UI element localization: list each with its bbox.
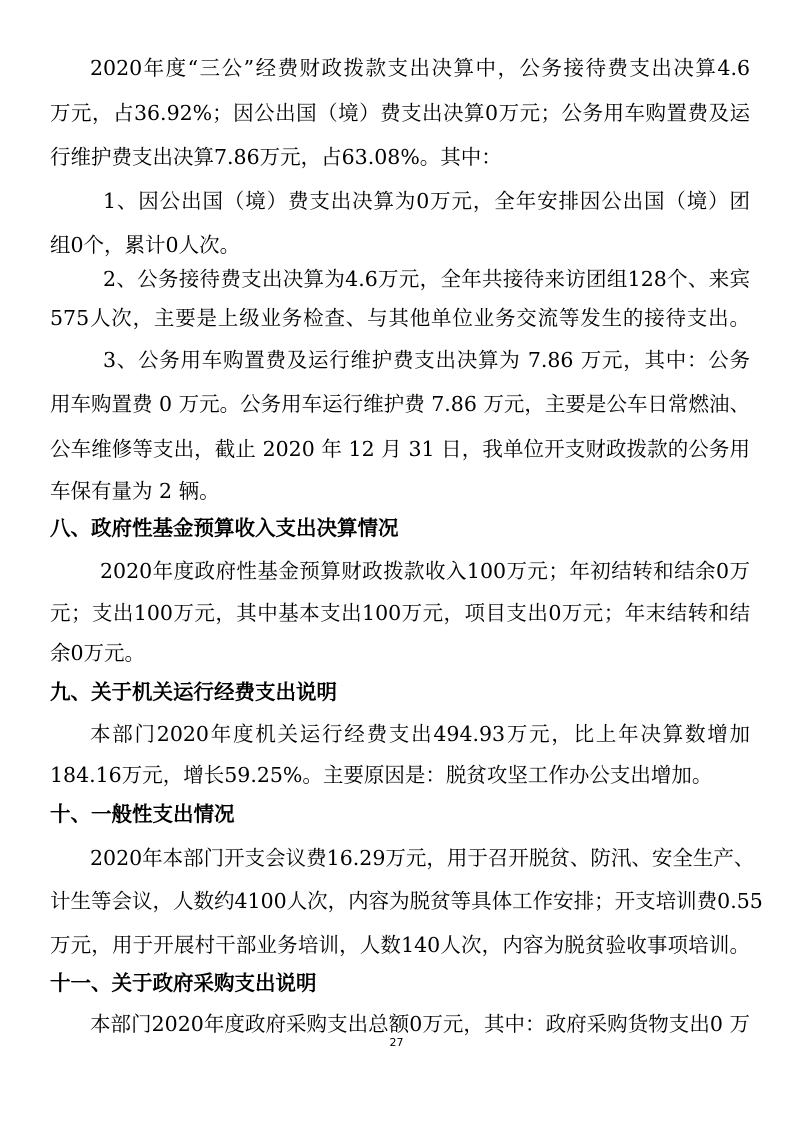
paragraph-line: 本部门2020年度机关运行经费支出494.93万元，比上年决算数增加 xyxy=(90,722,750,746)
paragraph-line: 组0个，累计0人次。 xyxy=(50,233,241,257)
section-heading: 十一、关于政府采购支出说明 xyxy=(50,971,317,995)
section-heading: 十、一般性支出情况 xyxy=(50,802,235,826)
paragraph-line: 计生等会议，人数约4100人次，内容为脱贫等具体工作安排；开支培训费0.55 xyxy=(50,889,763,913)
paragraph-line: 本部门2020年度政府采购支出总额0万元，其中：政府采购货物支出0 万 xyxy=(90,1012,750,1036)
paragraph-line: 万元，占36.92%；因公出国（境）费支出决算0万元；公务用车购置费及运 xyxy=(50,101,750,125)
page-number: 27 xyxy=(389,1036,404,1049)
paragraph-line: 575人次，主要是上级业务检查、与其他单位业务交流等发生的接待支出。 xyxy=(50,306,750,330)
paragraph-line: 余0万元。 xyxy=(50,641,146,665)
paragraph-line: 用车购置费 0 万元。公务用车运行维护费 7.86 万元，主要是公车日常燃油、 xyxy=(50,392,750,416)
section-heading: 九、关于机关运行经费支出说明 xyxy=(50,680,337,704)
paragraph-line: 2020年度“三公”经费财政拨款支出决算中，公务接待费支出决算4.6 xyxy=(90,56,750,80)
paragraph-line: 1、因公出国（境）费支出决算为0万元，全年安排因公出国（境）团 xyxy=(103,189,750,213)
paragraph-line: 2020年本部门开支会议费16.29万元，用于召开脱贫、防汛、安全生产、 xyxy=(90,846,755,870)
paragraph-line: 2020年度政府性基金预算财政拨款收入100万元；年初结转和结余0万 xyxy=(100,559,750,583)
paragraph-line: 行维护费支出决算7.86万元，占63.08%。其中： xyxy=(50,145,502,169)
paragraph-line: 3、公务用车购置费及运行维护费支出决算为 7.86 万元，其中：公务 xyxy=(103,348,750,372)
paragraph-line: 公车维修等支出，截止 2020 年 12 月 31 日，我单位开支财政拨款的公务用 xyxy=(50,437,750,461)
paragraph-line: 元；支出100万元，其中基本支出100万元，项目支出0万元；年末结转和结 xyxy=(50,601,750,625)
paragraph-line: 2、公务接待费支出决算为4.6万元，全年共接待来访团组128个、来宾 xyxy=(103,267,750,291)
section-heading: 八、政府性基金预算收入支出决算情况 xyxy=(50,516,399,540)
paragraph-line: 万元，用于开展村干部业务培训，人数140人次，内容为脱贫验收事项培训。 xyxy=(50,933,750,957)
paragraph-line: 184.16万元，增长59.25%。主要原因是：脱贫攻坚工作办公支出增加。 xyxy=(50,763,713,787)
paragraph-line: 车保有量为 2 辆。 xyxy=(50,479,220,503)
